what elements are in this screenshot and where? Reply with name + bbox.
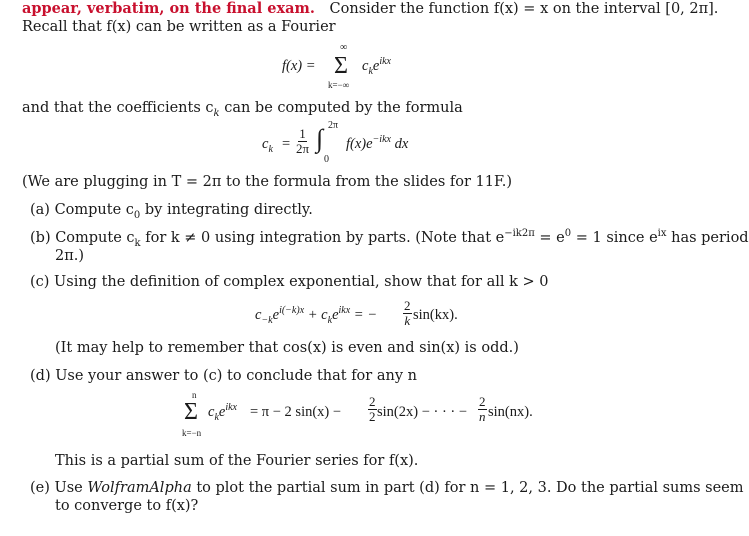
fourier-series-equation bbox=[282, 44, 432, 92]
eq1-term: $c_ke^{ikx}$ bbox=[362, 56, 391, 77]
eq2-lhs bbox=[262, 136, 273, 153]
eq2-dx: dx bbox=[390, 136, 409, 152]
part-b-exp3: ix bbox=[657, 228, 667, 240]
c-eq-frac-num: 2 bbox=[404, 298, 411, 313]
eq1-sigma: Σ bbox=[334, 53, 348, 79]
d-sum-top: n bbox=[192, 390, 197, 400]
eq2-equals: = bbox=[282, 136, 291, 152]
d-frac2-den: n bbox=[479, 409, 486, 424]
d-sigma: Σ bbox=[184, 399, 198, 425]
d-frac1-den: 2 bbox=[369, 409, 376, 424]
part-c-equation bbox=[255, 297, 495, 333]
d-fraction-2 bbox=[478, 395, 487, 424]
part-b-sub: k bbox=[134, 237, 141, 249]
part-c-hint: (It may help to remember that cos(x) is even and sin(x) is odd.) bbox=[55, 340, 519, 356]
d-sum-bottom: k=−n bbox=[182, 428, 202, 438]
part-e-post: to plot the partial sum in part (d) for n = 1, 2, 3. Do the partial sums seem bbox=[191, 480, 744, 496]
d-term-c: c bbox=[208, 404, 215, 420]
note-line: (We are plugging in T = 2π to the formula from the slides for 11F.) bbox=[22, 174, 513, 190]
eq2-frac-num: 1 bbox=[299, 126, 306, 141]
part-b-line-1 bbox=[30, 229, 749, 247]
part-e-line-1 bbox=[30, 479, 744, 497]
d-rhs1: = π − 2 sin(x) − bbox=[250, 404, 342, 420]
eq2-lhs-c: c bbox=[262, 136, 269, 152]
coef-text-line bbox=[22, 99, 463, 117]
part-a-end: by integrating directly. bbox=[140, 202, 313, 218]
part-d-after: This is a partial sum of the Fourier series for f(x). bbox=[55, 453, 419, 469]
eq2-lower: 0 bbox=[324, 154, 329, 165]
part-e-line-2: to converge to f(x)? bbox=[55, 498, 199, 514]
c-eq-fraction bbox=[403, 299, 412, 328]
part-b-mid2: = e bbox=[534, 230, 565, 246]
c-eq-end: sin(kx). bbox=[413, 307, 458, 323]
part-e-wolfram: WolframAlpha bbox=[87, 480, 192, 496]
eq1-sum-bottom: k=−∞ bbox=[328, 80, 350, 90]
part-b-line-2: 2π.) bbox=[55, 248, 85, 264]
eq2-fraction bbox=[296, 127, 309, 156]
d-frac1-num: 2 bbox=[369, 394, 376, 409]
c-eq-exp2: ikx bbox=[338, 305, 351, 317]
eq2-upper: 2π bbox=[328, 120, 339, 131]
d-rhs2: sin(2x) − · · · − bbox=[377, 404, 468, 420]
c-eq-exp1: i(−k)x bbox=[279, 305, 305, 317]
part-b-mid: for k ≠ 0 using integration by parts. (Note that e bbox=[140, 230, 505, 246]
c-eq-left: $c_{-k}e^{i(-k)x} + c_ke^{ikx}$ = − bbox=[255, 305, 377, 326]
eq2-lhs-sub: k bbox=[268, 143, 273, 155]
c-eq-sub1: −k bbox=[261, 314, 273, 326]
coef-text: and that the coefficients c bbox=[22, 100, 214, 116]
coef-text-sub: k bbox=[213, 107, 220, 119]
intro-line-2: Recall that f(x) can be written as a Fourier bbox=[22, 19, 336, 35]
part-b-end: has period bbox=[666, 230, 749, 246]
part-b-text: (b) Compute c bbox=[30, 230, 135, 246]
eq2-integrand-f: f(x)e bbox=[346, 136, 373, 152]
part-a-sub: 0 bbox=[133, 209, 141, 221]
intro-bold-text: appear, verbatim, on the final exam. bbox=[22, 0, 315, 17]
eq2-integrand-exp: −ikx bbox=[372, 134, 391, 146]
part-b-mid3: = 1 since e bbox=[571, 230, 658, 246]
d-term-sub: k bbox=[214, 411, 219, 423]
eq2-integrand bbox=[346, 136, 408, 153]
eq2-integral-sign: ∫ bbox=[316, 124, 324, 153]
eq1-lhs: f(x) = bbox=[282, 58, 316, 74]
part-a-text: (a) Compute c bbox=[30, 202, 134, 218]
eq1-term-c: c bbox=[362, 58, 369, 74]
coefficient-formula bbox=[262, 122, 442, 166]
part-b-exp: −ik2π bbox=[504, 228, 535, 240]
c-eq-lhs: c bbox=[255, 307, 262, 323]
c-eq-plus: + c bbox=[304, 307, 328, 323]
part-d-equation bbox=[180, 390, 560, 442]
coef-text-end: can be computed by the formula bbox=[219, 100, 463, 116]
eq1-sum-top: ∞ bbox=[340, 42, 348, 53]
d-term: $c_ke^{ikx}$ bbox=[208, 402, 237, 423]
eq1-term-exp: ikx bbox=[379, 56, 391, 68]
c-eq-frac-den: k bbox=[404, 313, 411, 328]
d-rhs3: sin(nx). bbox=[488, 404, 533, 420]
part-e-pre: (e) Use bbox=[30, 480, 88, 496]
part-b-exp2: 0 bbox=[564, 228, 572, 240]
intro-line-1 bbox=[22, 0, 718, 18]
c-eq-mid: = − bbox=[350, 307, 377, 323]
part-c: (c) Using the definition of complex exponential, show that for all k > 0 bbox=[30, 274, 549, 290]
d-fraction-1 bbox=[368, 395, 377, 424]
part-a bbox=[30, 201, 313, 219]
d-frac2-num: 2 bbox=[479, 394, 486, 409]
eq2-frac-den: 2π bbox=[296, 141, 310, 156]
eq1-term-sub: k bbox=[368, 65, 373, 77]
part-d: (d) Use your answer to (c) to conclude that for any n bbox=[30, 368, 417, 384]
intro-rest-text: Consider the function f(x) = x on the interval [0, 2π]. bbox=[329, 1, 719, 17]
d-term-exp: ikx bbox=[225, 402, 237, 414]
c-eq-sub2: k bbox=[327, 314, 333, 326]
